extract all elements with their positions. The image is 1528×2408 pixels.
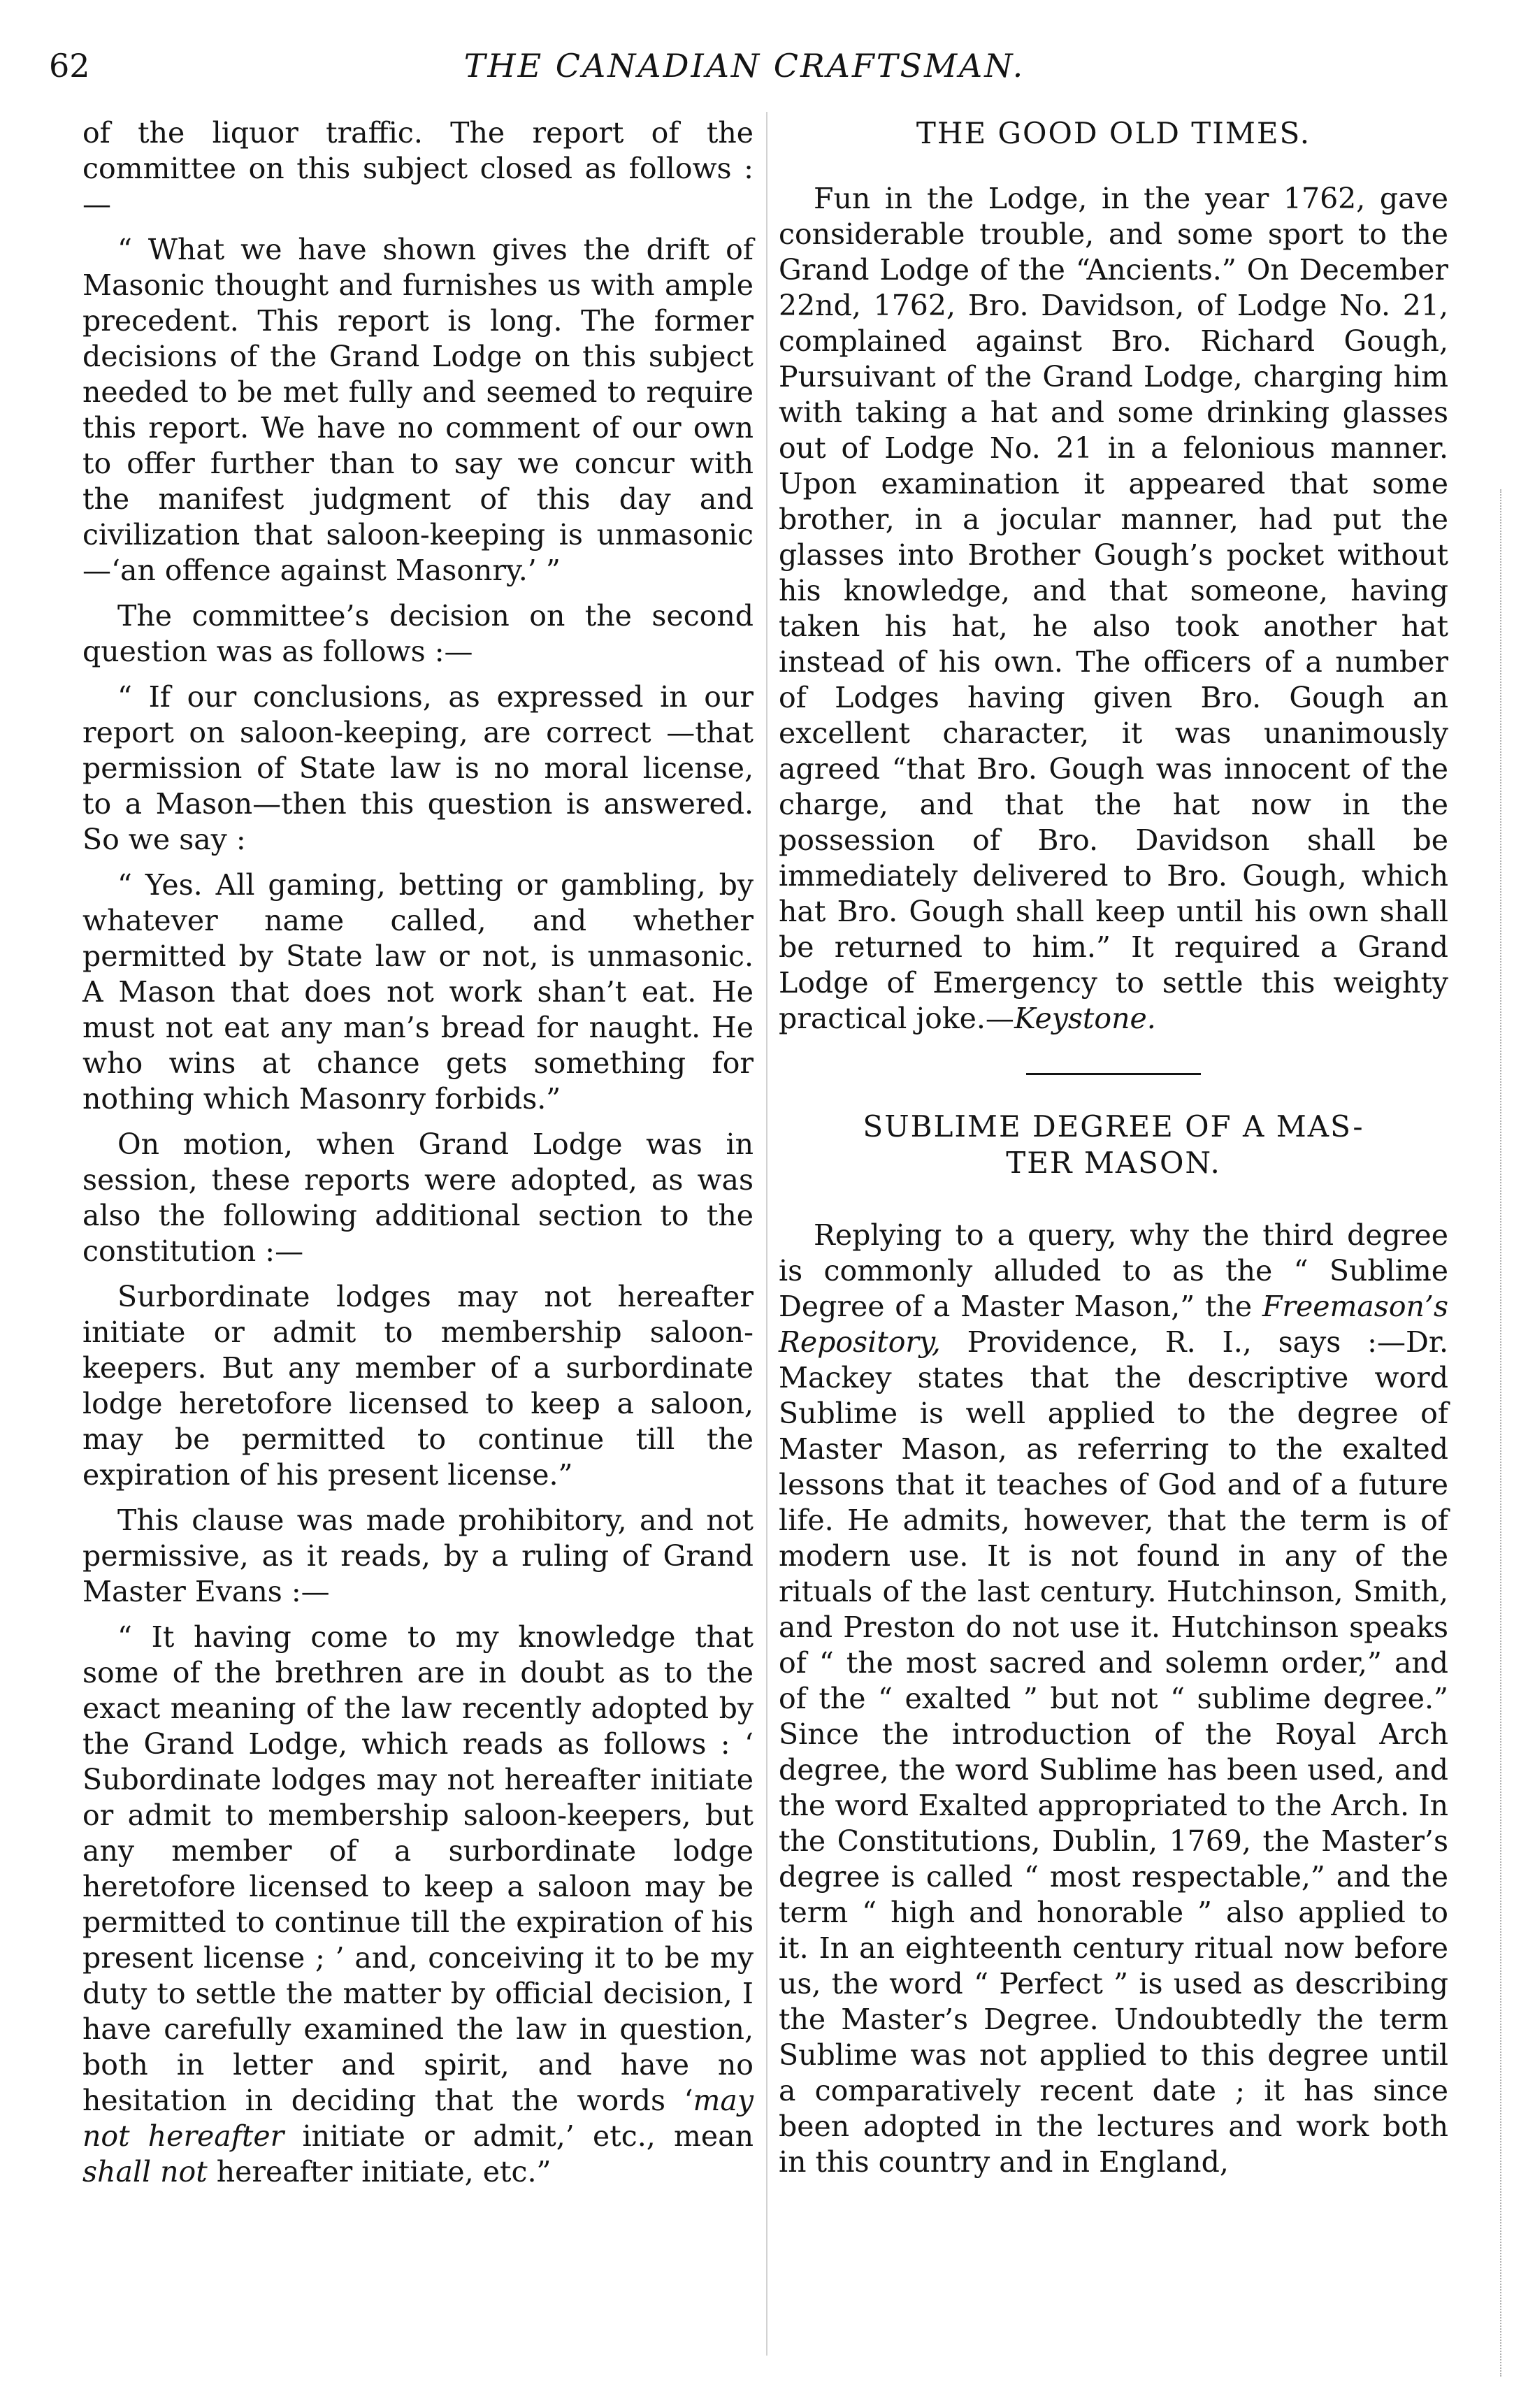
source-credit: Keystone. bbox=[1014, 1002, 1156, 1035]
paragraph-text: Providence, R. I., says :—Dr. Mackey states that the descriptive word Sublime is well applied to the degree of Master Mason, as referring to the exalted lessons that it teaches of God and of a future life. He admits, however, that the term is of modern use. It is not found in any of the rituals of the last century. Hutchinson, Smith, and Preston do not use it. Hutchinson speaks of “ the most sacred and solemn order,” and of the “ exalted ” but not “ sublime degree.” Since the introduction of the Royal Arch degree, the word Sublime has been used, and the word Exalted appropriated to the Arch. In the Constitutions, Dublin, 1769, the Master’s degree is called “ most respectable,” and the term “ high and honorable ” also applied to it. In an eighteenth century ritual now before us, the word “ Perfect ” is used as describing the Master’s Degree. Undoubtedly the term Sublime was not applied to this degree until a comparatively recent date ; it has since been adopted in the lectures and work both in this country and in England, bbox=[779, 1325, 1448, 2179]
paragraph-text: Replying to a query, why the third degree is commonly alluded to as the “ Sublime Degree of a Master Mason,” the bbox=[779, 1218, 1448, 1323]
paragraph: “ Yes. All gaming, betting or gambling, by whatever name called, and whether permitted by State law or not, is unmasonic. A Mason that does not work shan’t eat. He must not eat any man’s bread for naught. He who wins at chance gets something for nothing which Masonry forbids.” bbox=[82, 868, 754, 1116]
margin-scan-marks bbox=[1500, 489, 1503, 2377]
left-column bbox=[82, 115, 754, 2200]
italic-phrase: may not hereafter bbox=[82, 2084, 754, 2153]
running-title: THE CANADIAN CRAFTSMAN. bbox=[463, 47, 1025, 85]
article-body-good-old-times bbox=[779, 181, 1448, 1037]
page-number: 62 bbox=[49, 47, 90, 85]
right-column bbox=[779, 115, 1448, 2190]
paragraph: On motion, when Grand Lodge was in session, these reports were adopted, as was also the following additional section to the constitution :— bbox=[82, 1127, 754, 1268]
paragraph: of the liquor traffic. The report of the committee on this subject closed as follows :— bbox=[82, 116, 754, 221]
italic-phrase: shall not bbox=[82, 2155, 208, 2189]
paragraph bbox=[82, 1620, 754, 2190]
article-heading-good-old-times: THE GOOD OLD TIMES. bbox=[916, 116, 1311, 150]
paragraph: Surbordinate lodges may not hereafter initiate or admit to membership saloon-keepers. But any member of a surbordinate lodge heretofore licensed to keep a saloon, may be permitted to continue till the expiration of his present license.” bbox=[82, 1280, 754, 1492]
paragraph-text: initiate or admit,’ etc., mean bbox=[284, 2119, 754, 2153]
section-rule bbox=[1026, 1073, 1201, 1075]
column-divider bbox=[766, 112, 767, 2356]
paragraph: This clause was made prohibitory, and not permissive, as it reads, by a ruling of Grand Master Evans :— bbox=[82, 1504, 754, 1608]
paragraph: The committee’s decision on the second question was as follows :— bbox=[82, 599, 754, 668]
heading-line: TER MASON. bbox=[1006, 1146, 1221, 1180]
paragraph-text: Fun in the Lodge, in the year 1762, gave considerable trouble, and some sport to the Grand Lodge of the “Ancients.” On December 22nd, 1762, Bro. Davidson, of Lodge No. 21, complained against Bro. Richard Gough, Pursuivant of the Grand Lodge, charging him with taking a hat and some drinking glasses out of Lodge No. 21 in a felonious manner. Upon examination it appeared that some brother, in a jocular manner, had put the glasses into Brother Gough’s pocket without his knowledge, and that someone, having taken his hat, he also took another hat instead of his own. The officers of a number of Lodges having given Bro. Gough an excellent character, it was unanimously agreed “that Bro. Gough was innocent of the charge, and that the hat now in the possession of Bro. Davidson shall be immediately delivered to Bro. Gough, which hat Bro. Gough shall keep until his own shall be returned to him.” It required a Grand Lodge of Emergency to settle this weighty practical joke.— bbox=[779, 182, 1448, 1035]
article-heading-sublime-degree bbox=[779, 1109, 1448, 1181]
paragraph-text: hereafter initiate, etc.” bbox=[207, 2155, 552, 2189]
heading-line: SUBLIME DEGREE OF A MAS- bbox=[863, 1109, 1364, 1144]
publication-title: Freemason’s Repository, bbox=[779, 1290, 1448, 1359]
paragraph: “ What we have shown gives the drift of Masonic thought and furnishes us with ample precedent. This report is long. The former decisions of the Grand Lodge on this subject needed to be met fully and seemed to require this report. We have no comment of our own to offer further than to say we concur with the manifest judgment of this day and civilization that saloon-keeping is unmasonic—‘an offence against Masonry.’ ” bbox=[82, 233, 754, 587]
paragraph-text: “ It having come to my knowledge that some of the brethren are in doubt as to the exact meaning of the law recently adopted by the Grand Lodge, which reads as follows : ‘ Subordinate lodges may not hereafter initiate or admit to membership saloon-keepers, but any member of a surbordinate lodge heretofore licensed to keep a saloon may be permitted to continue till the expiration of his present license ; ’ and, conceiving it to be my duty to settle the matter by official decision, I have carefully examined the law in question, both in letter and spirit, and have no hesitation in deciding that the words ‘ bbox=[82, 1620, 754, 2117]
article-body-sublime-degree bbox=[779, 1218, 1448, 2180]
paragraph: “ If our conclusions, as expressed in our report on saloon-keeping, are correct —that permission of State law is no moral license, to a Mason—then this question is answered. So we say : bbox=[82, 680, 754, 856]
page-header bbox=[49, 41, 1440, 103]
